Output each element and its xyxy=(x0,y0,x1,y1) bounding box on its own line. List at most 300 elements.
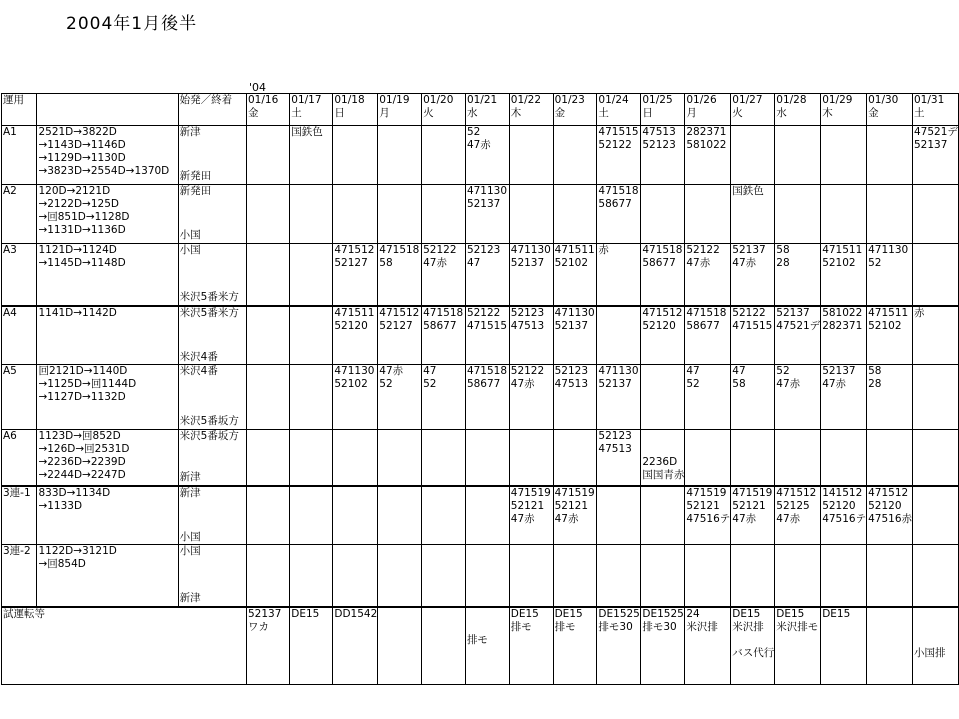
day-cell xyxy=(731,486,775,545)
header-weekday: 木 xyxy=(510,107,522,119)
car-number: 471511 xyxy=(334,306,375,319)
header-day xyxy=(597,94,641,126)
day-cell xyxy=(685,185,731,244)
table-row xyxy=(2,126,959,185)
route-line: →126D→回2531D xyxy=(38,443,130,455)
origin-station: 米沢5番坂方 xyxy=(179,430,239,442)
car-number: 52102 xyxy=(868,319,902,332)
header-weekday: 金 xyxy=(248,107,259,119)
day-cell xyxy=(731,185,775,244)
car-number: 58677 xyxy=(423,319,457,332)
day-cell xyxy=(731,430,775,486)
header-weekday: 金 xyxy=(868,107,879,119)
trial-cell xyxy=(290,607,333,685)
day-cell xyxy=(465,545,509,607)
day-cell xyxy=(509,365,553,430)
day-cell xyxy=(775,126,821,185)
route-line: 833D→1134D xyxy=(38,486,111,499)
car-number: 471515 xyxy=(466,319,508,332)
car-number: 赤 xyxy=(598,244,609,256)
day-cell xyxy=(333,126,378,185)
origin-dest-cell xyxy=(178,126,246,185)
trial-entry xyxy=(914,634,958,647)
day-cell xyxy=(597,365,641,430)
day-cell xyxy=(509,430,553,486)
car-number: 47516赤 xyxy=(868,512,912,525)
car-number: 52137 xyxy=(732,244,766,256)
trial-cell xyxy=(821,607,867,685)
car-number: 471130 xyxy=(334,365,375,377)
destination-station: 新発田 xyxy=(179,170,212,182)
header-date: 01/20 xyxy=(423,94,454,106)
day-cell xyxy=(731,545,775,607)
car-number: 471515 xyxy=(598,126,639,138)
car-number: 52122 xyxy=(732,306,766,319)
car-number: 47赤 xyxy=(510,512,535,525)
car-number: 581022 xyxy=(686,139,727,151)
day-cell xyxy=(422,306,466,365)
header-day xyxy=(333,94,378,126)
day-cell xyxy=(378,306,422,365)
trial-entry: DE15 xyxy=(291,607,320,620)
day-cell xyxy=(913,244,959,306)
trial-cell xyxy=(378,607,422,685)
car-number: 471130 xyxy=(466,185,508,197)
header-date: 01/22 xyxy=(510,94,542,106)
car-number: 52137 xyxy=(554,319,588,332)
route-cell xyxy=(37,365,178,430)
header-day xyxy=(553,94,597,126)
car-number: 52123 xyxy=(466,244,501,256)
day-cell xyxy=(333,244,378,306)
car-number: 52 xyxy=(776,365,790,377)
origin-dest-cell xyxy=(178,486,246,545)
header-origin-dest: 始発／終着 xyxy=(178,94,246,126)
day-cell xyxy=(597,486,641,545)
day-cell xyxy=(465,306,509,365)
unyou-id: 3連-2 xyxy=(2,545,37,607)
day-cell xyxy=(509,126,553,185)
trial-cell xyxy=(641,607,685,685)
day-cell xyxy=(378,185,422,244)
car-number: 471518 xyxy=(642,244,683,256)
day-cell xyxy=(597,545,641,607)
day-cell xyxy=(465,486,509,545)
car-number: 58 xyxy=(868,365,882,377)
header-weekday: 日 xyxy=(334,107,345,119)
day-cell xyxy=(867,306,913,365)
origin-station: 小国 xyxy=(179,545,201,557)
route-line: →1125D→回1144D xyxy=(38,378,137,390)
car-number: 47521デ xyxy=(914,126,958,138)
car-number: 47赤 xyxy=(732,512,757,525)
car-number: 52 xyxy=(868,257,882,269)
day-cell xyxy=(641,185,685,244)
car-number: 国国青赤 xyxy=(642,469,685,481)
day-cell xyxy=(333,365,378,430)
trial-entry: 排モ xyxy=(510,620,532,633)
destination-station: 新津 xyxy=(179,592,201,604)
trial-entry: DE15 xyxy=(554,607,583,620)
car-number: 471518 xyxy=(598,185,639,197)
day-cell xyxy=(821,486,867,545)
car-number: 471519 xyxy=(510,486,551,499)
car-number: 52121 xyxy=(732,499,766,512)
day-cell xyxy=(731,126,775,185)
day-cell xyxy=(422,430,466,486)
origin-dest-cell xyxy=(178,545,246,607)
trial-entry xyxy=(914,608,958,621)
car-number: 52 xyxy=(379,378,393,390)
route-cell xyxy=(37,430,178,486)
car-number: 282371 xyxy=(686,126,727,138)
day-cell xyxy=(509,185,553,244)
header-date: 01/24 xyxy=(598,94,629,106)
car-number: 国鉄色 xyxy=(732,185,764,197)
car-number: 58677 xyxy=(598,198,632,210)
trial-entry xyxy=(467,608,509,621)
car-number: 52 xyxy=(466,126,481,138)
header-weekday: 土 xyxy=(914,107,925,119)
destination-station: 米沢5番米方 xyxy=(179,291,239,303)
day-cell xyxy=(465,430,509,486)
day-cell xyxy=(867,430,913,486)
day-cell xyxy=(378,126,422,185)
route-line: →1145D→1148D xyxy=(38,257,126,269)
day-cell xyxy=(867,365,913,430)
car-number: 52120 xyxy=(868,499,902,512)
header-weekday: 月 xyxy=(686,107,697,119)
day-cell xyxy=(553,430,597,486)
trial-entry: DE15 xyxy=(822,607,851,620)
day-cell xyxy=(290,486,333,545)
day-cell xyxy=(247,185,290,244)
car-number: 28 xyxy=(868,378,882,390)
trial-entry: 排モ30 xyxy=(598,620,633,633)
day-cell xyxy=(641,126,685,185)
unyou-id: A3 xyxy=(2,244,37,306)
car-number: 52122 xyxy=(686,244,720,256)
header-date: 01/28 xyxy=(776,94,807,106)
destination-station: 小国 xyxy=(179,530,201,543)
header-date: 01/17 xyxy=(291,94,322,106)
car-number: 52137 xyxy=(822,365,856,377)
day-cell xyxy=(247,545,290,607)
car-number: 58 xyxy=(732,378,746,390)
car-number: 47赤 xyxy=(554,512,579,525)
header-weekday: 水 xyxy=(466,107,478,119)
trial-entry xyxy=(914,621,958,634)
day-cell xyxy=(867,126,913,185)
car-number: 52137 xyxy=(776,306,810,319)
header-row xyxy=(2,94,959,126)
header-date: 01/25 xyxy=(642,94,673,106)
header-day xyxy=(731,94,775,126)
car-number xyxy=(642,430,684,443)
day-cell xyxy=(685,430,731,486)
day-cell xyxy=(685,365,731,430)
trial-cell xyxy=(731,607,775,685)
day-cell xyxy=(731,306,775,365)
trial-entry xyxy=(467,621,509,634)
route-line: 2521D→3822D xyxy=(38,126,117,138)
trial-label: 試運転等 xyxy=(2,607,247,685)
day-cell xyxy=(378,244,422,306)
car-number: 581022 xyxy=(822,306,863,319)
day-cell xyxy=(290,545,333,607)
header-day xyxy=(290,94,333,126)
car-number: 471519 xyxy=(686,486,727,499)
car-number: 47 xyxy=(423,365,437,377)
route-line: →1129D→1130D xyxy=(38,152,126,164)
route-cell xyxy=(37,185,178,244)
day-cell xyxy=(247,306,290,365)
car-number: 471511 xyxy=(868,306,909,319)
day-cell xyxy=(465,185,509,244)
car-number: 52137 xyxy=(914,139,948,151)
header-date: 01/19 xyxy=(379,94,410,106)
day-cell xyxy=(775,430,821,486)
route-cell xyxy=(37,545,178,607)
day-cell xyxy=(867,185,913,244)
day-cell xyxy=(731,244,775,306)
day-cell xyxy=(333,486,378,545)
route-cell xyxy=(37,126,178,185)
origin-station: 新津 xyxy=(179,486,201,499)
table-row xyxy=(2,486,959,545)
day-cell xyxy=(465,126,509,185)
car-number: 52123 xyxy=(554,365,588,377)
car-number: 52102 xyxy=(822,257,856,269)
day-cell xyxy=(597,185,641,244)
car-number: 52102 xyxy=(334,378,368,390)
trial-entry: DD1542 xyxy=(334,607,378,620)
trial-entry: DE1525 xyxy=(598,607,640,620)
day-cell xyxy=(821,244,867,306)
car-number: 471512 xyxy=(334,244,375,256)
day-cell xyxy=(913,365,959,430)
destination-station: 新津 xyxy=(179,471,201,483)
header-day xyxy=(775,94,821,126)
route-line: →2122D→125D xyxy=(38,198,119,210)
car-number: 47516テ xyxy=(686,512,731,525)
car-number: 471130 xyxy=(868,244,909,256)
trial-entry: 米沢排 xyxy=(686,620,718,633)
car-number: 国鉄色 xyxy=(291,126,323,138)
header-date: 01/29 xyxy=(822,94,853,106)
day-cell xyxy=(509,545,553,607)
car-number: 52125 xyxy=(776,499,810,512)
car-number: 52120 xyxy=(822,499,856,512)
route-line: →1127D→1132D xyxy=(38,391,126,403)
trial-entry: 米沢排モ xyxy=(776,620,819,633)
day-cell xyxy=(333,430,378,486)
car-number: 52 xyxy=(686,378,700,390)
trial-cell xyxy=(509,607,553,685)
header-date: 01/31 xyxy=(914,94,945,106)
car-number: 52121 xyxy=(554,499,588,512)
car-number: 141512 xyxy=(822,486,863,499)
day-cell xyxy=(553,486,597,545)
day-cell xyxy=(553,545,597,607)
day-cell xyxy=(422,126,466,185)
day-cell xyxy=(247,365,290,430)
day-cell xyxy=(509,306,553,365)
table-row xyxy=(2,306,959,365)
header-day xyxy=(821,94,867,126)
day-cell xyxy=(553,244,597,306)
car-number: 471518 xyxy=(379,244,420,256)
day-cell xyxy=(913,486,959,545)
day-cell xyxy=(333,306,378,365)
table-row xyxy=(2,244,959,306)
car-number: 471518 xyxy=(423,306,464,319)
car-number: 471511 xyxy=(822,244,863,256)
day-cell xyxy=(333,185,378,244)
car-number: 47513 xyxy=(554,378,588,390)
trial-cell xyxy=(553,607,597,685)
unyou-id: A5 xyxy=(2,365,37,430)
car-number: 471518 xyxy=(466,365,508,377)
day-cell xyxy=(821,430,867,486)
origin-dest-cell xyxy=(178,365,246,430)
origin-station: 米沢4番 xyxy=(179,365,218,377)
car-number: 52122 xyxy=(510,365,545,377)
trial-entry: DE1525 xyxy=(642,607,684,620)
car-number: 47 xyxy=(732,365,746,377)
day-cell xyxy=(465,365,509,430)
car-number: 471519 xyxy=(732,486,773,499)
table-row xyxy=(2,545,959,607)
car-number: 471511 xyxy=(554,244,595,256)
day-cell xyxy=(553,126,597,185)
day-cell xyxy=(775,486,821,545)
car-number: 471515 xyxy=(732,319,773,332)
route-line: →1143D→1146D xyxy=(38,139,126,151)
route-line: →2244D→2247D xyxy=(38,469,126,481)
car-number: 471130 xyxy=(510,244,551,256)
trial-entry: 排モ xyxy=(466,633,488,646)
trial-entry: DE15 xyxy=(510,607,539,620)
origin-station: 小国 xyxy=(179,244,201,256)
trial-cell xyxy=(247,607,290,685)
car-number: 52127 xyxy=(379,319,413,332)
car-number: 47513 xyxy=(510,319,545,332)
day-cell xyxy=(597,430,641,486)
car-number: 52122 xyxy=(598,139,632,151)
car-number: 47 xyxy=(686,365,700,377)
table-row xyxy=(2,430,959,486)
car-number: 58677 xyxy=(686,319,720,332)
header-date: 01/26 xyxy=(686,94,717,106)
car-number: 47516テ xyxy=(822,512,867,525)
trial-entry: DE15 xyxy=(776,607,805,620)
day-cell xyxy=(821,185,867,244)
car-number: 47赤 xyxy=(732,257,757,269)
day-cell xyxy=(597,306,641,365)
day-cell xyxy=(422,365,466,430)
header-weekday: 月 xyxy=(379,107,390,119)
car-number: 471130 xyxy=(598,365,639,377)
day-cell xyxy=(775,185,821,244)
car-number: 52137 xyxy=(466,198,501,210)
header-day xyxy=(247,94,290,126)
trial-cell xyxy=(422,607,466,685)
day-cell xyxy=(867,545,913,607)
car-number: 58 xyxy=(379,257,393,269)
day-cell xyxy=(821,126,867,185)
day-cell xyxy=(247,486,290,545)
trial-entry: 排モ xyxy=(554,620,576,633)
route-line: →3823D→2554D→1370D xyxy=(38,165,170,177)
car-number: 52120 xyxy=(642,319,676,332)
route-cell xyxy=(37,486,178,545)
car-number: 47赤 xyxy=(822,378,847,390)
trial-cell xyxy=(333,607,378,685)
header-day xyxy=(422,94,466,126)
car-number: 52122 xyxy=(466,306,501,319)
route-line: 120D→2121D xyxy=(38,185,111,197)
header-date: 01/23 xyxy=(554,94,585,106)
trial-entry: 52137 xyxy=(248,607,282,620)
trial-cell xyxy=(913,607,959,685)
header-date: 01/30 xyxy=(868,94,899,106)
car-number: 471519 xyxy=(554,486,595,499)
origin-station: 新発田 xyxy=(179,185,212,197)
origin-station: 米沢5番米方 xyxy=(179,306,239,319)
header-weekday: 火 xyxy=(423,107,434,119)
day-cell xyxy=(553,185,597,244)
header-day xyxy=(913,94,959,126)
day-cell xyxy=(641,430,685,486)
day-cell xyxy=(553,306,597,365)
trial-entry: DE15 xyxy=(732,607,761,620)
day-cell xyxy=(821,545,867,607)
route-line: 1141D→1142D xyxy=(38,306,117,319)
day-cell xyxy=(290,365,333,430)
route-line: →1131D→1136D xyxy=(38,224,126,236)
header-day xyxy=(509,94,553,126)
route-line: →1133D xyxy=(38,499,83,512)
day-cell xyxy=(597,244,641,306)
day-cell xyxy=(867,486,913,545)
header-date: 01/18 xyxy=(334,94,365,106)
car-number: 58677 xyxy=(642,257,676,269)
unyou-id: 3連-1 xyxy=(2,486,37,545)
car-number: 2236D xyxy=(642,456,678,468)
day-cell xyxy=(553,365,597,430)
car-number: 52123 xyxy=(598,430,632,442)
day-cell xyxy=(378,486,422,545)
car-number: 471512 xyxy=(379,306,420,319)
origin-dest-cell xyxy=(178,185,246,244)
route-line: 1121D→1124D xyxy=(38,244,117,256)
header-weekday: 日 xyxy=(642,107,653,119)
trial-cell xyxy=(597,607,641,685)
day-cell xyxy=(641,365,685,430)
day-cell xyxy=(422,244,466,306)
day-cell xyxy=(641,244,685,306)
trial-row xyxy=(2,607,959,685)
route-line: 1123D→回852D xyxy=(38,430,121,442)
day-cell xyxy=(290,126,333,185)
car-number: 471512 xyxy=(642,306,683,319)
car-number: 47513 xyxy=(642,126,676,138)
car-number: 47赤 xyxy=(466,139,491,151)
car-number: 471518 xyxy=(686,306,727,319)
origin-dest-cell xyxy=(178,430,246,486)
car-number: 52102 xyxy=(554,257,588,269)
